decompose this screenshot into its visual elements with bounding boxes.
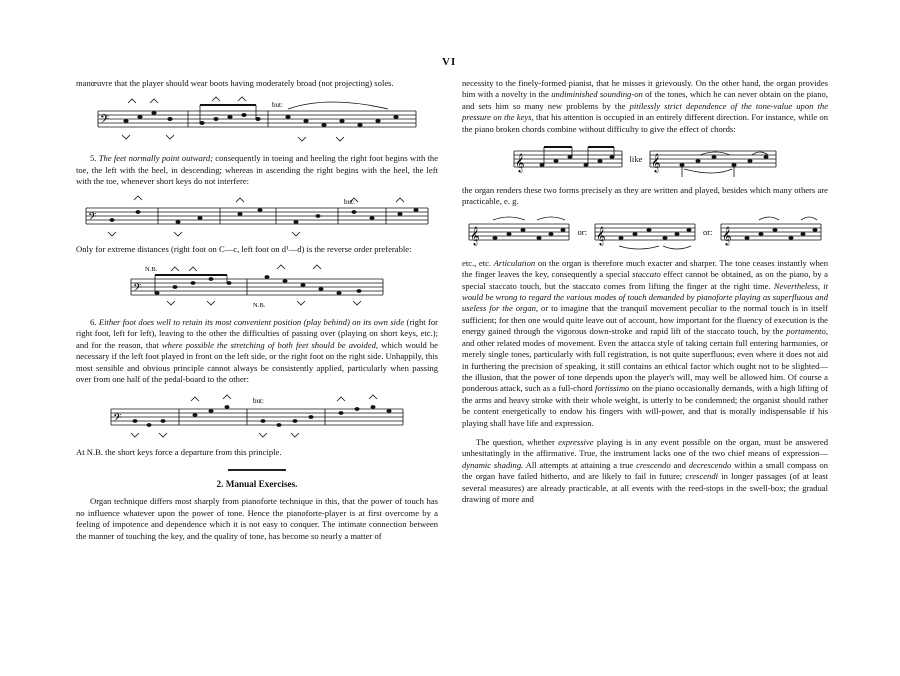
right-paragraph-3: etc., etc. Articulation on the organ is therefore much exacter and sharper. The tone ceases instantly when the finger leaves the key, consequently a special staccato effect cannot be obtained, as on the piano, by a special staccato touch, but the staccato comes from lifting the finger at the right time. Nevertheless, it would be wrong to regard the various modes of touch demanded by pianoforte playing as superfluous and useless for the organ, or to imagine that the tranquil movement peculiar to the normal touch is in itself sufficient; for then one would quite leave out of account, how important for the fluency of execution is the energy gained through the vigorous down-stroke and rapid lift of the staccato touch, by the portamento, and other related modes of movement. Even the attacca style of taking certain full entering harmonies, or merely single tones, particularly with full registration, is not quite superfluous; even where it does not aid in furthering the precision of speaking, it still contains an ethical factor which ought not to be slighted—the illusion, that the power of tone depends upon the player's will, may well be allowed him. Of course a ponderous attack, such as a full-chord fortissimo on the piano occasionally demands, with a high lifting of the arms and heavy stroke with their whole weight, is utterly to be condemned; the organist should rather be content energetically to endow his fingers with will-power, and that is morally indispensable if his playing shall have life and expression. <box>462 257 829 428</box>
svg-text:𝄢: 𝄢 <box>133 282 142 298</box>
example-1-but-label: but: <box>272 101 283 110</box>
left-paragraph-2: 5. The feet normally point outward; consequently in toeing and heeling the right foot begins with the toe, the left with the heel, in descending; whereas in ascending the right begins with the heel, the left with the toe, whenever short keys do not interfere: <box>76 153 439 187</box>
svg-text:𝄢: 𝄢 <box>88 210 97 226</box>
manual-example-1 <box>462 141 828 179</box>
page-number: VI <box>442 56 457 68</box>
right-paragraph-1: necessity to the finely-formed pianist, that he misses it grievously. On the other hand, the organ provides him with a novelty in the undiminished sounding-on of the tones, which he can never obtain on the piano, and sets him so many new problems by the pitilessly strict dependence of the tone-value upon the pressure on the keys, that his attention is occupied in an entirely different direction. For instance, while on the piano broken chords combine without difficulty to give the effect of chords: <box>462 78 829 134</box>
example-4-but-label: but: <box>253 397 264 406</box>
left-column <box>76 78 438 542</box>
manual-example-2 <box>462 214 828 252</box>
svg-text:𝄞: 𝄞 <box>470 225 480 245</box>
right-column <box>462 78 828 505</box>
svg-text:𝄞: 𝄞 <box>514 153 525 173</box>
section-divider <box>228 469 286 471</box>
articulation-staff-3 <box>719 214 823 252</box>
articulation-staff-2 <box>593 214 697 252</box>
held-chord-staff <box>648 141 778 179</box>
like-label: like <box>629 154 643 165</box>
svg-text:𝄞: 𝄞 <box>721 225 732 245</box>
section-heading: 2. Manual Exercises. <box>216 478 298 489</box>
svg-text:𝄞: 𝄞 <box>596 225 606 245</box>
example-2-but-label: but: <box>344 197 355 206</box>
svg-text:𝄢: 𝄢 <box>100 113 110 130</box>
broken-chord-staff <box>512 141 624 179</box>
pedal-example-1 <box>92 95 422 147</box>
left-paragraph-4: 6. Either foot does well to retain its most convenient position (play behind) on its own side (right for right foot, left for left), leaving to the other the difficulties of passing over (playing on short keys, etc.); and for the reason, that where possible the stretching of both feet should be avoided, which would be necessary if the left foot played in front on the left side, or the right foot on the right side. Unhappily, this most sensible and obvious principle cannot always be consistently applied, particularly when passing over from one half of the pedal-board to the other: <box>76 317 439 385</box>
svg-text:𝄢: 𝄢 <box>113 412 122 428</box>
right-paragraph-4: The question, whether expressive playing is in any event possible on the organ, must be answered unhesitatingly in the affirmative. True, the instrument lacks one of the two chief means of expression—dynamic shading. All attempts at attaining a true crescendo and decrescendo within a small compass on the organ have failed hitherto, and are likely to fail in future; crescendi in longer passages (of at least several measures) are already practicable, at all events with the reed-stops in the swell-box; the gradual drawing of more and <box>462 436 829 504</box>
right-paragraph-2: the organ renders these two forms precisely as they are written and played, besides which many others are practicable, e. g. <box>462 185 828 207</box>
example-3-nb-label-b: N.B. <box>253 302 266 310</box>
pedal-example-2 <box>82 194 432 238</box>
left-paragraph-3: Only for extreme distances (right foot on C—c, left foot on d¹—d) is the reverse order preferable: <box>76 243 412 254</box>
example-3-nb-label-a: N.B. <box>145 266 158 274</box>
left-paragraph-6: Organ technique differs most sharply from pianoforte technique in this, that the power of touch has no influence whatever upon the power of tone. Hence the pianoforte-player is at first overcome by a feeling of impotence and dependence which it is not easy to conquer. The intimate connection between the manner of touching the key, and the quality of tone, has become so nearly a matter of <box>76 496 438 541</box>
pedal-example-3 <box>127 261 387 311</box>
or-label-2: or: <box>703 227 713 238</box>
left-paragraph-1: manœuvre that the player should wear boots having moderately broad (not projecting) soles. <box>76 78 394 88</box>
or-label-1: or: <box>577 227 587 238</box>
articulation-staff-1 <box>467 214 571 252</box>
pedal-example-4 <box>107 391 407 441</box>
left-paragraph-5: At N.B. the short keys force a departure from this principle. <box>76 447 282 458</box>
svg-text:𝄞: 𝄞 <box>651 153 661 173</box>
